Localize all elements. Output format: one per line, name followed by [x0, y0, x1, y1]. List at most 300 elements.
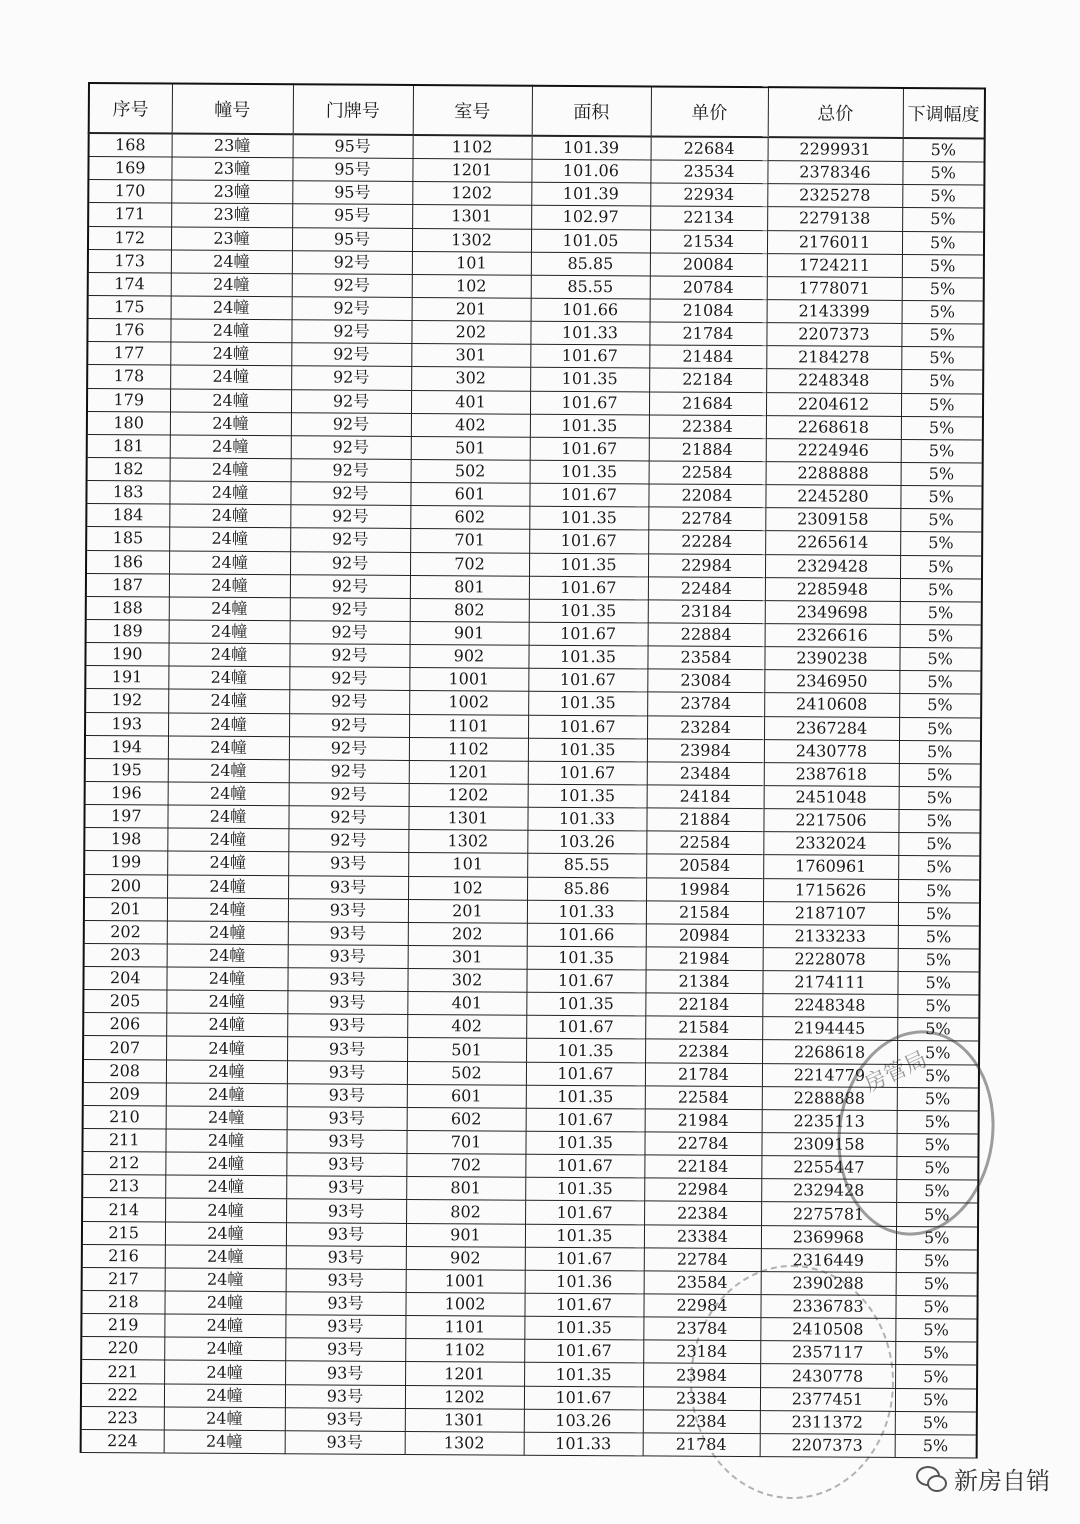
- table-cell: 101.35: [526, 992, 645, 1016]
- table-cell: 23284: [647, 715, 764, 739]
- table-cell: 601: [410, 483, 529, 507]
- table-cell: 213: [82, 1175, 165, 1199]
- table-cell: 177: [87, 342, 170, 366]
- table-cell: 401: [407, 992, 526, 1016]
- table-cell: 92号: [290, 551, 410, 575]
- header-cell: 下调幅度: [903, 88, 985, 138]
- table-cell: 22784: [648, 507, 765, 531]
- table-cell: 2288888: [766, 462, 901, 486]
- table-cell: 24幢: [166, 1036, 287, 1060]
- table-cell: 2346950: [764, 670, 899, 694]
- table-cell: 301: [411, 344, 530, 368]
- table-cell: 22384: [649, 415, 766, 439]
- table-cell: 21784: [649, 322, 766, 346]
- table-cell: 92号: [290, 505, 410, 529]
- table-cell: 1202: [409, 783, 528, 807]
- table-cell: 173: [88, 249, 171, 273]
- table-cell: 5%: [899, 763, 981, 787]
- table-cell: 2309158: [761, 1133, 896, 1157]
- table-cell: 702: [406, 1154, 525, 1178]
- table-cell: 23幢: [171, 203, 292, 227]
- table-cell: 21084: [650, 299, 767, 323]
- table-cell: 201: [84, 897, 167, 921]
- watermark: [916, 1461, 1050, 1496]
- table-cell: 2332024: [763, 832, 898, 856]
- table-cell: 23084: [647, 669, 764, 693]
- table-cell: 21784: [645, 1063, 762, 1087]
- table-cell: 22384: [643, 1410, 760, 1434]
- header-cell: 序号: [89, 83, 172, 134]
- table-cell: 5%: [898, 902, 980, 926]
- table-cell: 24幢: [165, 1222, 286, 1246]
- table-cell: 102.97: [531, 206, 650, 230]
- table-cell: 169: [88, 157, 171, 181]
- table-cell: 93号: [287, 1107, 407, 1131]
- table-cell: 92号: [290, 482, 410, 506]
- table-cell: 95号: [293, 134, 413, 158]
- table-cell: 502: [411, 459, 530, 483]
- table-cell: 501: [411, 436, 530, 460]
- table-cell: 24幢: [164, 1407, 285, 1431]
- table-cell: 5%: [901, 416, 983, 440]
- table-cell: 202: [408, 922, 527, 946]
- table-cell: 101.35: [528, 738, 647, 762]
- table-cell: 20084: [650, 253, 767, 277]
- table-cell: 2268618: [762, 1040, 897, 1064]
- table-cell: 802: [410, 598, 529, 622]
- table-cell: 179: [87, 388, 170, 412]
- table-cell: 5%: [901, 462, 983, 486]
- table-cell: 21584: [645, 1016, 762, 1040]
- price-table: [80, 82, 986, 1458]
- table-cell: 5%: [899, 786, 981, 810]
- table-cell: 1102: [409, 737, 528, 761]
- table-cell: 24幢: [171, 296, 292, 320]
- table-cell: 2133233: [763, 924, 898, 948]
- table-cell: 93号: [285, 1292, 405, 1316]
- table-cell: 101.35: [526, 1039, 645, 1063]
- table-cell: 192: [85, 689, 168, 713]
- table-cell: 93号: [285, 1338, 405, 1362]
- table-cell: 24幢: [168, 782, 289, 806]
- table-cell: 24幢: [166, 1060, 287, 1084]
- table-cell: 198: [84, 828, 167, 852]
- table-cell: 101.67: [526, 1062, 645, 1086]
- table-cell: 5%: [897, 995, 979, 1019]
- table-cell: 92号: [289, 667, 409, 691]
- table-cell: 602: [410, 506, 529, 530]
- table-cell: 21584: [646, 901, 763, 925]
- table-cell: 101.35: [526, 1085, 645, 1109]
- table-cell: 24幢: [170, 389, 291, 413]
- table-cell: 5%: [899, 694, 981, 718]
- table-cell: 93号: [287, 1014, 407, 1038]
- table-cell: 2329428: [765, 554, 900, 578]
- table-cell: 95号: [292, 158, 412, 182]
- table-cell: 23幢: [172, 134, 293, 158]
- table-cell: 101.67: [528, 668, 647, 692]
- table-cell: 24幢: [165, 1152, 286, 1176]
- table-cell: 21534: [650, 229, 767, 253]
- table-cell: 92号: [290, 598, 410, 622]
- table-cell: 201: [408, 899, 527, 923]
- table-cell: 24幢: [164, 1360, 285, 1384]
- table-cell: 24幢: [165, 1268, 286, 1292]
- table-cell: 183: [86, 481, 169, 505]
- table-cell: 5%: [899, 671, 981, 695]
- table-cell: 5%: [897, 1087, 979, 1111]
- table-cell: 93号: [285, 1361, 405, 1385]
- table-cell: 1302: [408, 830, 527, 854]
- table-cell: 24幢: [164, 1337, 285, 1361]
- table-cell: 24幢: [171, 273, 292, 297]
- table-cell: 102: [412, 274, 531, 298]
- table-cell: 93号: [286, 1130, 406, 1154]
- table-cell: 23184: [643, 1340, 760, 1364]
- table-cell: 5%: [897, 1110, 979, 1134]
- table-cell: 170: [88, 180, 171, 204]
- table-cell: 5%: [899, 717, 981, 741]
- table-cell: 180: [87, 411, 170, 435]
- table-cell: 92号: [289, 713, 409, 737]
- table-cell: 5%: [900, 555, 982, 579]
- table-cell: 202: [411, 321, 530, 345]
- table-cell: 2349698: [765, 600, 900, 624]
- table-cell: 101.66: [527, 923, 646, 947]
- table-cell: 219: [81, 1314, 164, 1338]
- table-cell: 223: [81, 1406, 164, 1430]
- table-cell: 101.67: [530, 437, 649, 461]
- table-cell: 214: [82, 1198, 165, 1222]
- table-cell: 92号: [289, 783, 409, 807]
- table-cell: 101.67: [529, 622, 648, 646]
- table-cell: 2184278: [766, 346, 901, 370]
- table-cell: 93号: [286, 1176, 406, 1200]
- table-cell: 93号: [285, 1407, 405, 1431]
- table-cell: 168: [89, 133, 172, 157]
- table-cell: 189: [86, 619, 169, 643]
- table-cell: 92号: [292, 297, 412, 321]
- table-cell: 22184: [644, 1155, 761, 1179]
- table-cell: 22784: [644, 1248, 761, 1272]
- table-cell: 5%: [895, 1434, 977, 1458]
- table-cell: 601: [407, 1084, 526, 1108]
- table-cell: 24幢: [169, 574, 290, 598]
- table-cell: 23384: [643, 1387, 760, 1411]
- table-cell: 2194445: [762, 1017, 897, 1041]
- table-cell: 202: [84, 920, 167, 944]
- table-cell: 24幢: [169, 481, 290, 505]
- table-cell: 2369968: [761, 1225, 896, 1249]
- table-cell: 21684: [649, 391, 766, 415]
- table-cell: 212: [82, 1152, 165, 1176]
- table-cell: 23584: [644, 1271, 761, 1295]
- table-cell: 185: [86, 527, 169, 551]
- table-cell: 224: [81, 1429, 164, 1453]
- table-cell: 92号: [290, 528, 410, 552]
- table-cell: 101.67: [525, 1247, 644, 1271]
- table-cell: 2378346: [767, 161, 902, 185]
- table-cell: 95号: [292, 227, 412, 251]
- table-cell: 24幢: [166, 1013, 287, 1037]
- table-cell: 22134: [650, 206, 767, 230]
- table-cell: 24幢: [171, 250, 292, 274]
- table-cell: 23184: [648, 600, 765, 624]
- table-cell: 93号: [287, 991, 407, 1015]
- table-cell: 2367284: [764, 716, 899, 740]
- table-cell: 95号: [292, 181, 412, 205]
- table-cell: 23984: [647, 739, 764, 763]
- table-cell: 2255447: [761, 1156, 896, 1180]
- table-cell: 93号: [288, 898, 408, 922]
- table-cell: 93号: [287, 968, 407, 992]
- table-cell: 2299931: [768, 137, 903, 161]
- table-cell: 24幢: [167, 874, 288, 898]
- table-cell: 2174111: [762, 971, 897, 995]
- table-cell: 181: [87, 434, 170, 458]
- wechat-icon: [916, 1466, 946, 1492]
- table-cell: 101.39: [532, 136, 651, 160]
- table-cell: 20784: [650, 276, 767, 300]
- table-cell: 2207373: [760, 1434, 895, 1458]
- table-cell: 216: [82, 1244, 165, 1268]
- table-cell: 22084: [648, 484, 765, 508]
- table-cell: 2207373: [766, 323, 901, 347]
- table-cell: 93号: [288, 875, 408, 899]
- table-cell: 191: [85, 666, 168, 690]
- header-row: [89, 83, 985, 138]
- table-cell: 24幢: [170, 319, 291, 343]
- table-cell: 24幢: [167, 828, 288, 852]
- table-cell: 206: [83, 1013, 166, 1037]
- table-cell: 5%: [895, 1365, 977, 1389]
- table-cell: 2143399: [767, 300, 902, 324]
- table-cell: 93号: [286, 1222, 406, 1246]
- table-cell: 23984: [643, 1363, 760, 1387]
- table-cell: 5%: [898, 810, 980, 834]
- table-cell: 2285948: [765, 577, 900, 601]
- header-cell: 面积: [532, 86, 651, 137]
- table-cell: 402: [411, 413, 530, 437]
- table-cell: 5%: [897, 1064, 979, 1088]
- table-cell: 5%: [897, 1041, 979, 1065]
- table-body: [81, 133, 985, 1458]
- table-cell: 101.35: [530, 460, 649, 484]
- table-cell: 178: [87, 365, 170, 389]
- table-cell: 92号: [288, 806, 408, 830]
- table-cell: 199: [84, 851, 167, 875]
- table-cell: 24幢: [166, 990, 287, 1014]
- table-cell: 101.67: [526, 1016, 645, 1040]
- table-cell: 401: [411, 390, 530, 414]
- table-cell: 24幢: [169, 620, 290, 644]
- table-cell: 21784: [643, 1433, 760, 1457]
- table-cell: 195: [85, 758, 168, 782]
- table-cell: 2217506: [763, 809, 898, 833]
- table-cell: 93号: [287, 1037, 407, 1061]
- table-cell: 5%: [903, 138, 985, 162]
- table-cell: 222: [81, 1383, 164, 1407]
- table-cell: 902: [409, 645, 528, 669]
- table-cell: 1715626: [763, 878, 898, 902]
- table-cell: 21984: [646, 947, 763, 971]
- table-cell: 101.35: [525, 1224, 644, 1248]
- table-cell: 1201: [412, 159, 531, 183]
- table-cell: 101.35: [528, 784, 647, 808]
- table-cell: 220: [81, 1337, 164, 1361]
- table-cell: 205: [83, 990, 166, 1014]
- table-cell: 23384: [644, 1225, 761, 1249]
- table-cell: 501: [407, 1038, 526, 1062]
- table-cell: 92号: [289, 690, 409, 714]
- table-cell: 101.35: [524, 1363, 643, 1387]
- table-cell: 92号: [291, 412, 411, 436]
- table-cell: 24幢: [170, 342, 291, 366]
- table-cell: 2316449: [761, 1248, 896, 1272]
- table-cell: 221: [81, 1360, 164, 1384]
- table-cell: 92号: [291, 389, 411, 413]
- table-cell: 2176011: [767, 230, 902, 254]
- table-cell: 85.86: [527, 877, 646, 901]
- table-cell: 92号: [291, 459, 411, 483]
- table-cell: 93号: [285, 1384, 405, 1408]
- table-cell: 5%: [897, 972, 979, 996]
- table-cell: 2336783: [760, 1295, 895, 1319]
- table-cell: 101.67: [524, 1293, 643, 1317]
- table-cell: 103.26: [527, 830, 646, 854]
- table-cell: 5%: [896, 1272, 978, 1296]
- table-cell: 24幢: [166, 967, 287, 991]
- table-cell: 208: [83, 1059, 166, 1083]
- table-cell: 24幢: [165, 1129, 286, 1153]
- table-cell: 2245280: [765, 485, 900, 509]
- table-cell: 187: [86, 573, 169, 597]
- table-cell: 2325278: [767, 184, 902, 208]
- table-cell: 1760961: [763, 855, 898, 879]
- table-cell: 23幢: [171, 227, 292, 251]
- table-cell: 22784: [644, 1132, 761, 1156]
- table-cell: 101.35: [530, 368, 649, 392]
- table-cell: 92号: [291, 366, 411, 390]
- table-cell: 2357117: [760, 1341, 895, 1365]
- table-cell: 1201: [405, 1362, 524, 1386]
- table-cell: 5%: [900, 624, 982, 648]
- table-cell: 1301: [405, 1408, 524, 1432]
- header-cell: 门牌号: [293, 84, 413, 135]
- table-cell: 184: [86, 504, 169, 528]
- table-cell: 21384: [645, 970, 762, 994]
- table-cell: 22684: [651, 136, 768, 160]
- table-cell: 24幢: [168, 759, 289, 783]
- table-cell: 92号: [288, 829, 408, 853]
- table-cell: 24幢: [167, 944, 288, 968]
- table-cell: 22934: [650, 183, 767, 207]
- table-cell: 92号: [292, 274, 412, 298]
- table-cell: 5%: [898, 856, 980, 880]
- table-cell: 24幢: [169, 527, 290, 551]
- table-cell: 5%: [897, 1018, 979, 1042]
- table-cell: 93号: [288, 945, 408, 969]
- table-cell: 1724211: [767, 253, 902, 277]
- table-cell: 5%: [896, 1226, 978, 1250]
- table-cell: 2248348: [762, 994, 897, 1018]
- table-cell: 171: [88, 203, 171, 227]
- table-cell: 24幢: [168, 736, 289, 760]
- table-cell: 5%: [900, 509, 982, 533]
- table-cell: 5%: [901, 439, 983, 463]
- table-cell: 2248348: [766, 369, 901, 393]
- table-cell: 802: [406, 1200, 525, 1224]
- table-cell: 1201: [409, 760, 528, 784]
- table-cell: 101.67: [524, 1386, 643, 1410]
- table-cell: 902: [406, 1246, 525, 1270]
- table-cell: 215: [82, 1221, 165, 1245]
- table-cell: 2275781: [761, 1202, 896, 1226]
- table-cell: 2430778: [764, 739, 899, 763]
- table-cell: 101.67: [525, 1201, 644, 1225]
- table-cell: 93号: [285, 1431, 405, 1455]
- table-cell: 101.33: [530, 321, 649, 345]
- table-cell: 24幢: [170, 458, 291, 482]
- table-cell: 101.67: [528, 761, 647, 785]
- table-cell: 24幢: [165, 1245, 286, 1269]
- table-cell: 5%: [901, 324, 983, 348]
- table-cell: 93号: [286, 1245, 406, 1269]
- table-cell: 5%: [902, 277, 984, 301]
- header-cell: 幢号: [172, 84, 293, 135]
- table-cell: 92号: [292, 250, 412, 274]
- table-cell: 101.36: [525, 1270, 644, 1294]
- table-cell: 701: [410, 529, 529, 553]
- watermark-text: 新房自销: [954, 1467, 1050, 1495]
- table-cell: 2204612: [766, 392, 901, 416]
- table-cell: 194: [85, 735, 168, 759]
- table-cell: 193: [85, 712, 168, 736]
- table-cell: 93号: [287, 1083, 407, 1107]
- table-cell: 5%: [899, 648, 981, 672]
- table-cell: 92号: [289, 736, 409, 760]
- table-cell: 1202: [412, 182, 531, 206]
- table-cell: 22584: [649, 461, 766, 485]
- table-cell: 92号: [291, 436, 411, 460]
- table-cell: 24幢: [166, 1083, 287, 1107]
- table-cell: 103.26: [524, 1409, 643, 1433]
- table-cell: 2430778: [760, 1364, 895, 1388]
- table-cell: 101.67: [525, 1154, 644, 1178]
- table-cell: 23幢: [171, 157, 292, 181]
- table-cell: 22984: [644, 1178, 761, 1202]
- table-cell: 24184: [647, 785, 764, 809]
- table-cell: 186: [86, 550, 169, 574]
- table-cell: 602: [407, 1107, 526, 1131]
- table-cell: 5%: [902, 231, 984, 255]
- table-cell: 801: [406, 1177, 525, 1201]
- table-cell: 1778071: [767, 276, 902, 300]
- table-cell: 24幢: [170, 435, 291, 459]
- table-cell: 2288888: [762, 1086, 897, 1110]
- table-cell: 5%: [896, 1249, 978, 1273]
- table-cell: 174: [88, 272, 171, 296]
- table-cell: 5%: [898, 948, 980, 972]
- table-cell: 209: [83, 1082, 166, 1106]
- table-cell: 5%: [900, 532, 982, 556]
- table-cell: 24幢: [167, 851, 288, 875]
- table-cell: 5%: [900, 578, 982, 602]
- table-cell: 5%: [901, 347, 983, 371]
- table-cell: 85.55: [527, 854, 646, 878]
- table-cell: 21984: [645, 1109, 762, 1133]
- table-cell: 701: [406, 1131, 525, 1155]
